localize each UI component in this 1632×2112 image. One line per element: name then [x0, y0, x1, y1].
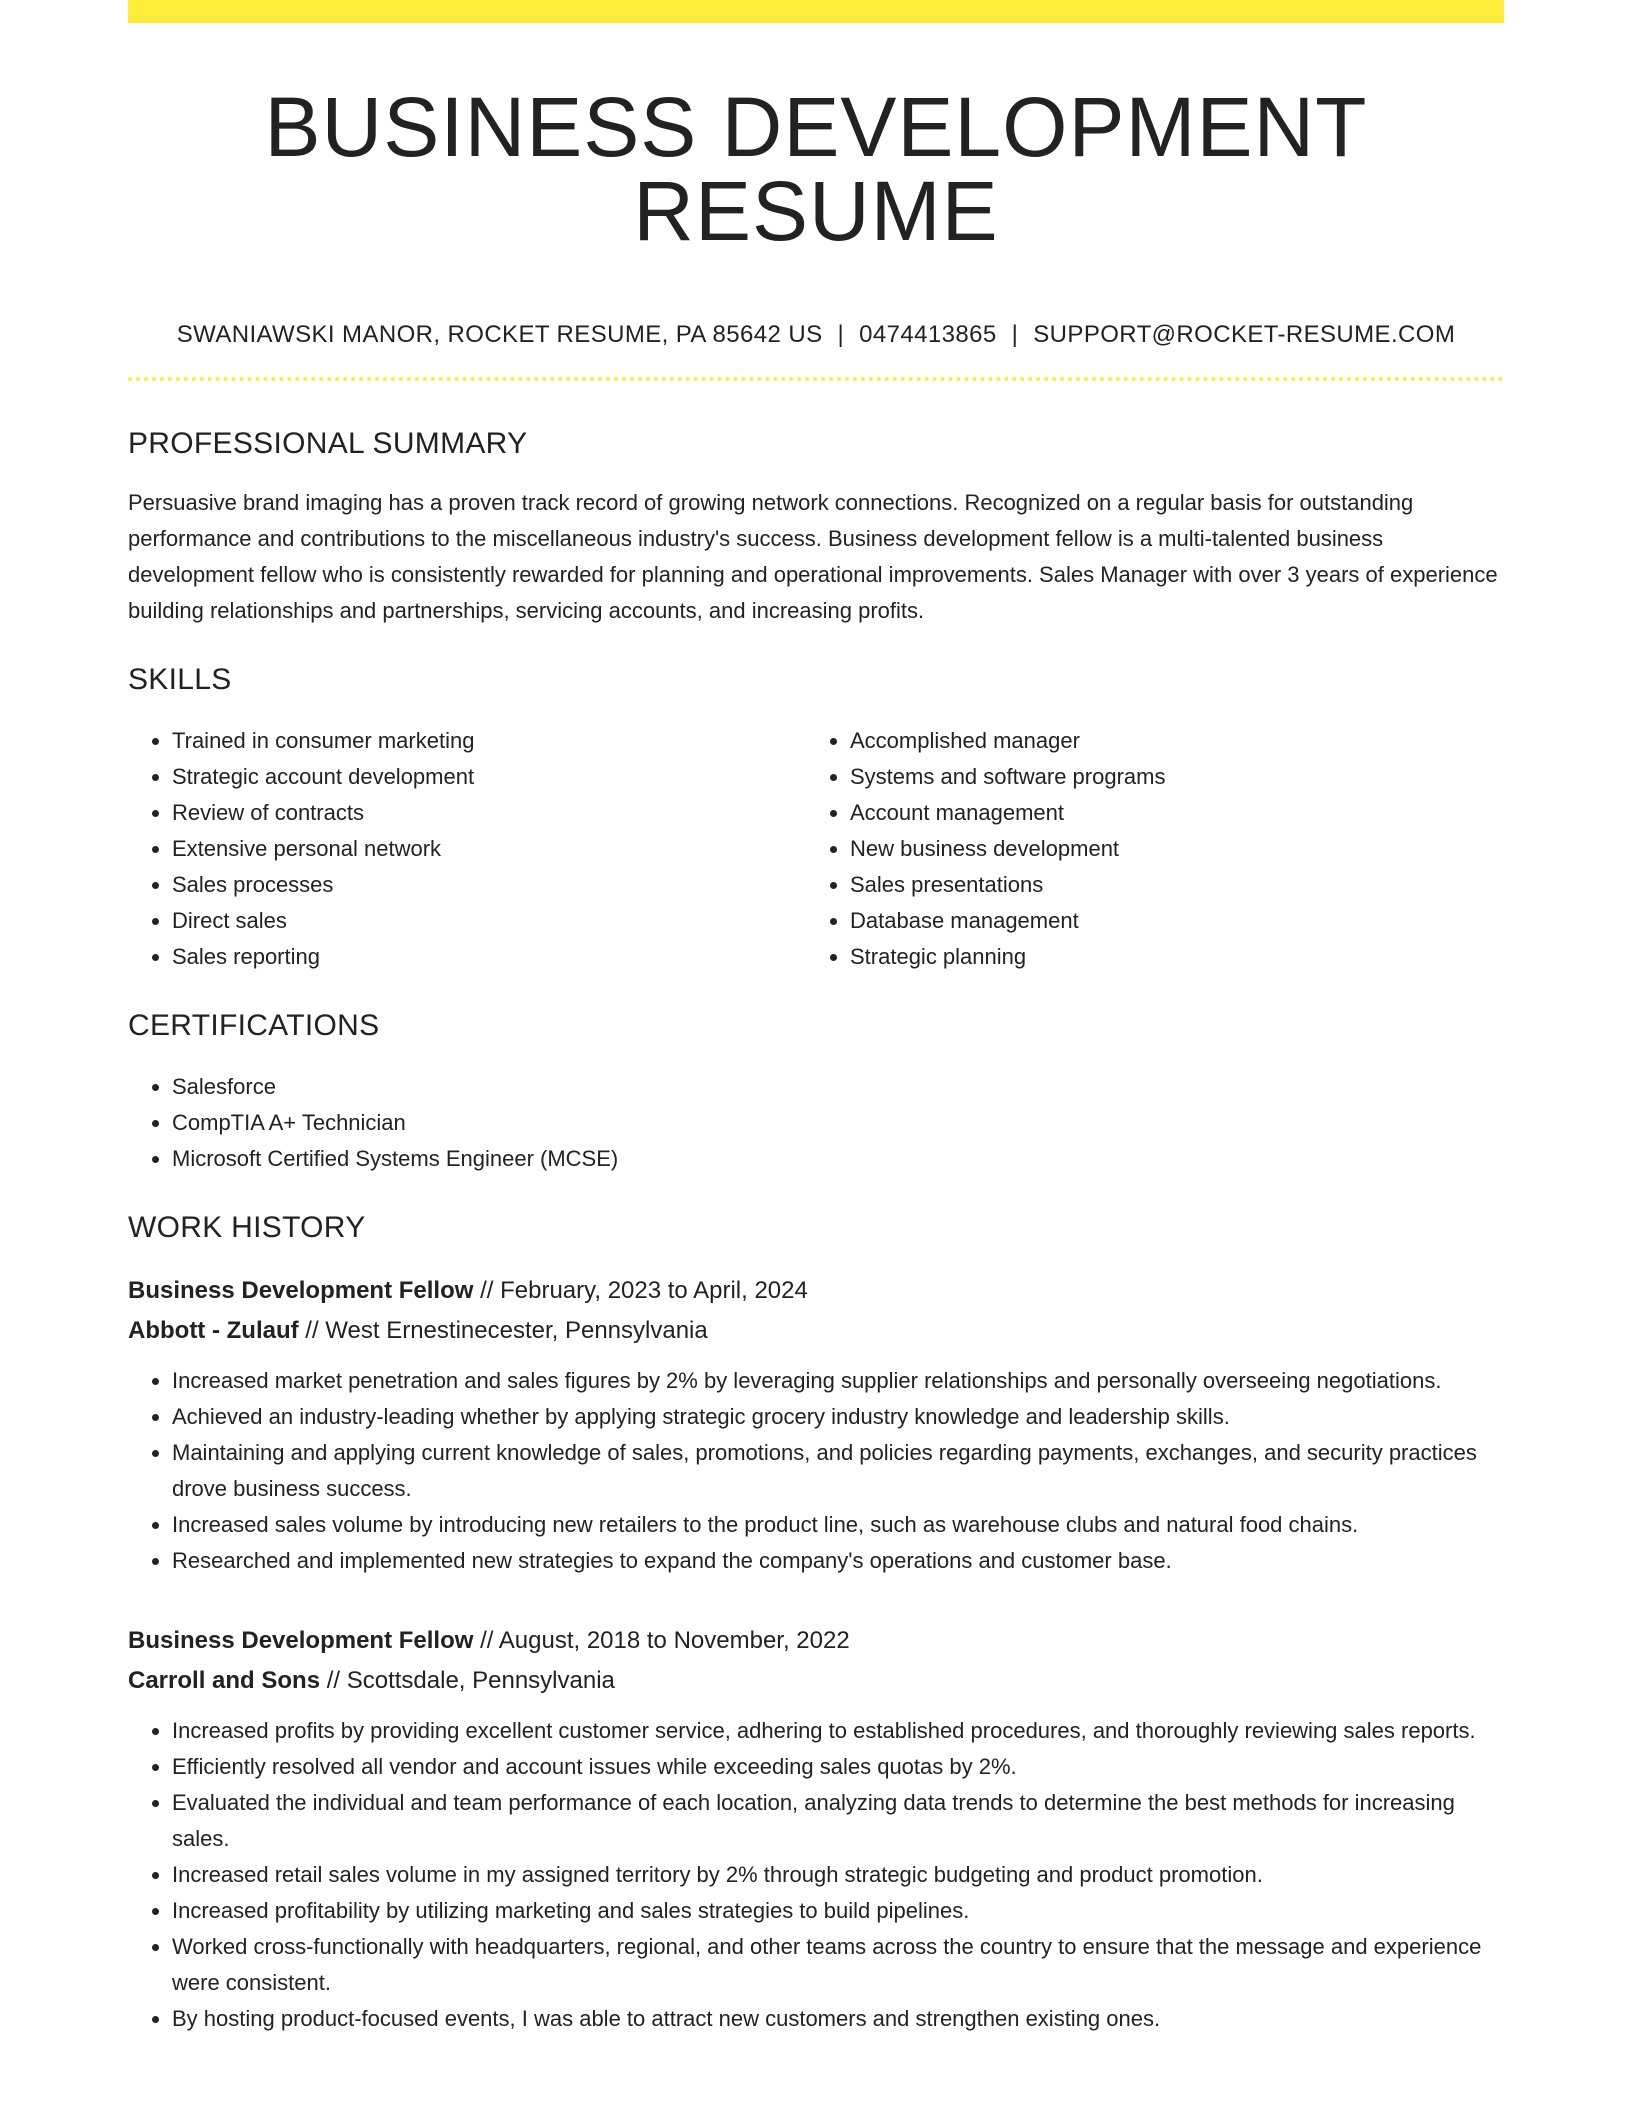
job-location: // Scottsdale, Pennsylvania — [326, 1667, 615, 1694]
skill-item: • Systems and software programs — [850, 759, 1484, 795]
skills-column-right — [806, 723, 1484, 975]
skills-heading: SKILLS — [128, 663, 232, 696]
certifications-list — [128, 1069, 1504, 1177]
skill-item: • Database management — [850, 903, 1484, 939]
contact-email: SUPPORT@ROCKET-RESUME.COM — [1033, 321, 1456, 348]
skill-item: • Extensive personal network — [172, 831, 806, 867]
contact-phone: 0474413865 — [859, 321, 997, 348]
job-company-line — [128, 1311, 1504, 1351]
contact-line — [128, 323, 1504, 347]
job-entry — [128, 1271, 1504, 1579]
job-bullet: • By hosting product-focused events, I was able to attract new customers and strengthen existing ones. — [172, 2001, 1504, 2037]
job-location: // West Ernestinecester, Pennsylvania — [305, 1317, 708, 1344]
certifications-heading: CERTIFICATIONS — [128, 1009, 380, 1042]
job-bullet: • Achieved an industry-leading whether by applying strategic grocery industry knowledge and leadership skills. — [172, 1399, 1504, 1435]
job-entry — [128, 1621, 1504, 2037]
job-dates: // August, 2018 to November, 2022 — [480, 1627, 850, 1654]
skill-item: • Trained in consumer marketing — [172, 723, 806, 759]
skills-column-left — [128, 723, 806, 975]
skills-list-right — [806, 723, 1484, 975]
skill-item: • Sales presentations — [850, 867, 1484, 903]
skill-item: • Strategic account development — [172, 759, 806, 795]
contact-address: SWANIAWSKI MANOR, ROCKET RESUME, PA 85642 US — [176, 321, 823, 348]
job-bullet-list — [128, 1363, 1504, 1579]
job-bullet: • Evaluated the individual and team performance of each location, analyzing data trends to determine the best methods for increasing sales. — [172, 1785, 1504, 1857]
summary-heading: PROFESSIONAL SUMMARY — [128, 427, 528, 460]
certification-item: • CompTIA A+ Technician — [172, 1105, 1504, 1141]
accent-top-bar — [128, 0, 1504, 23]
job-dates: // February, 2023 to April, 2024 — [480, 1277, 808, 1304]
job-company-line — [128, 1661, 1504, 1701]
contact-separator: | — [1011, 321, 1019, 348]
certification-item: • Salesforce — [172, 1069, 1504, 1105]
job-company: Carroll and Sons — [128, 1667, 321, 1694]
job-bullet: • Increased sales volume by introducing new retailers to the product line, such as warehouse clubs and natural food chains. — [172, 1507, 1504, 1543]
skills-list-left — [128, 723, 806, 975]
skill-item: • Strategic planning — [850, 939, 1484, 975]
contact-separator: | — [837, 321, 845, 348]
job-title-line — [128, 1271, 1504, 1311]
job-bullet: • Maintaining and applying current knowledge of sales, promotions, and policies regarding payments, exchanges, and security practices drove business success. — [172, 1435, 1504, 1507]
job-bullet: • Increased profits by providing excellent customer service, adhering to established procedures, and thoroughly reviewing sales reports. — [172, 1713, 1504, 1749]
job-bullet: • Increased profitability by utilizing marketing and sales strategies to build pipelines. — [172, 1893, 1504, 1929]
job-bullet: • Worked cross-functionally with headquarters, regional, and other teams across the country to ensure that the message and experience were consistent. — [172, 1929, 1504, 2001]
skill-item: • Accomplished manager — [850, 723, 1484, 759]
job-bullet-list — [128, 1713, 1504, 2037]
job-company: Abbott - Zulauf — [128, 1317, 299, 1344]
work-history-heading: WORK HISTORY — [128, 1211, 366, 1244]
job-title-line — [128, 1621, 1504, 1661]
summary-text: Persuasive brand imaging has a proven track record of growing network connections. Recognized on a regular basis for outstanding performance and contributions to the miscellaneous industry's success. Business development fellow is a multi-talented business development fellow who is consistently rewarded for planning and operational improvements. Sales Manager with over 3 years of experience building relationships and partnerships, servicing accounts, and increasing profits. — [128, 490, 1498, 623]
dotted-divider — [128, 377, 1504, 381]
skill-item: • Direct sales — [172, 903, 806, 939]
skills-columns — [128, 723, 1504, 975]
skill-item: • Sales processes — [172, 867, 806, 903]
certification-item: • Microsoft Certified Systems Engineer (MCSE) — [172, 1141, 1504, 1177]
skill-item: • Sales reporting — [172, 939, 806, 975]
job-bullet: • Increased retail sales volume in my assigned territory by 2% through strategic budgeting and product promotion. — [172, 1857, 1504, 1893]
job-title: Business Development Fellow — [128, 1277, 474, 1304]
resume-page — [128, 0, 1504, 2037]
job-bullet: • Increased market penetration and sales figures by 2% by leveraging supplier relationships and personally overseeing negotiations. — [172, 1363, 1504, 1399]
skill-item: • Review of contracts — [172, 795, 806, 831]
skill-item: • Account management — [850, 795, 1484, 831]
job-bullet: • Efficiently resolved all vendor and account issues while exceeding sales quotas by 2%. — [172, 1749, 1504, 1785]
skill-item: • New business development — [850, 831, 1484, 867]
job-bullet: • Researched and implemented new strategies to expand the company's operations and customer base. — [172, 1543, 1504, 1579]
resume-title: BUSINESS DEVELOPMENT RESUME — [264, 80, 1368, 258]
job-title: Business Development Fellow — [128, 1627, 474, 1654]
